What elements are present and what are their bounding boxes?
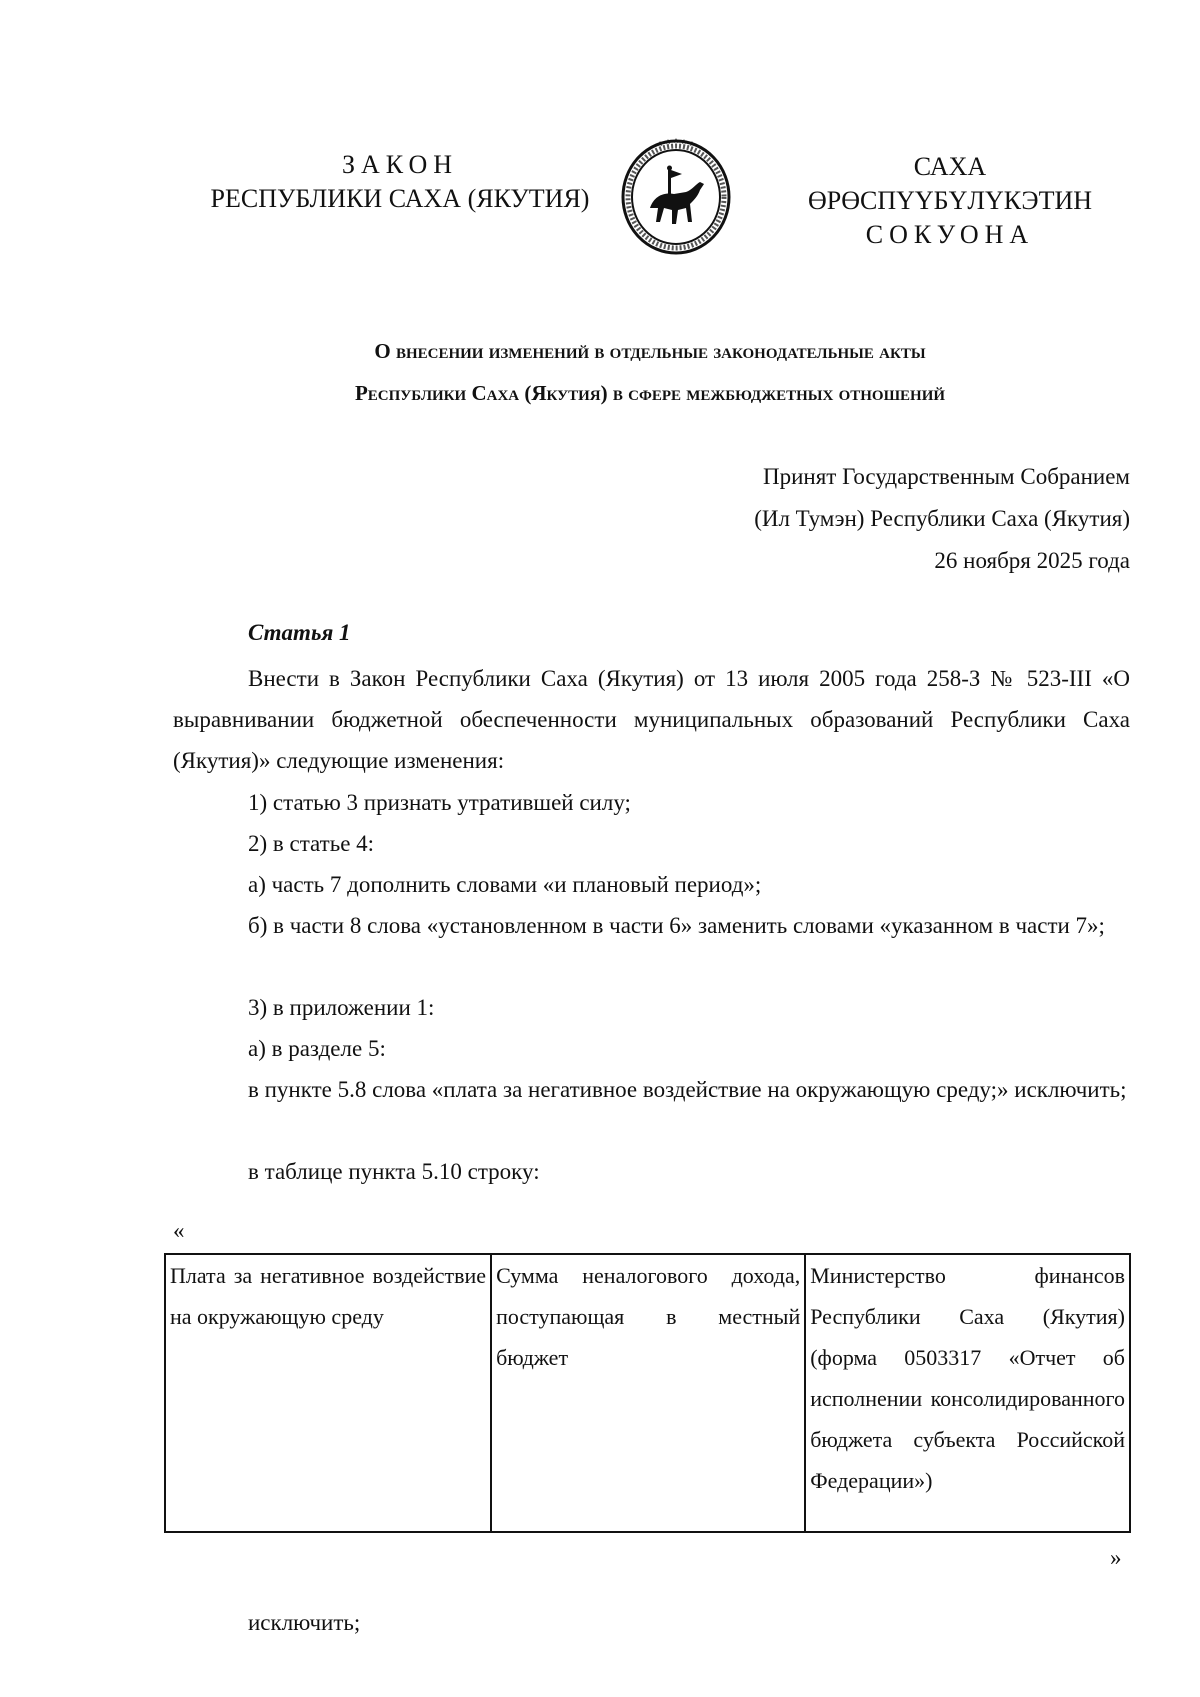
list-item: в таблице пункта 5.10 строку: [248, 1159, 540, 1184]
adoption-note [754, 456, 1130, 582]
law-title-line1: О внесении изменений в отдельные законодательные акты [374, 339, 926, 363]
header-left-line1: ЗАКОН [341, 150, 459, 179]
header-right-line2: СОКУОНА [865, 220, 1035, 249]
article-intro: Внести в Закон Республики Саха (Якутия) от 13 июля 2005 года 258-З № 523-III «О выравнивании бюджетной обеспеченности муниципальных образований Республики Саха (Якутия)» следующие изменения: [173, 666, 1130, 773]
quote-open-mark: « [173, 1218, 185, 1243]
law-title [150, 330, 1150, 414]
table-cell-income: Сумма неналогового дохода, поступающая в местный бюджет [491, 1254, 805, 1532]
exclude-text: исключить; [248, 1610, 361, 1635]
header-left-line2: РЕСПУБЛИКИ САХА (ЯКУТИЯ) [210, 184, 590, 213]
list-item: а) часть 7 дополнить словами «и плановый период»; [248, 872, 762, 897]
quote-close-mark: » [1110, 1545, 1122, 1570]
table-cell-payment: Плата за негативное воздействие на окружающую среду [165, 1254, 491, 1532]
list-item: 1) статью 3 признать утратившей силу; [248, 790, 631, 815]
article-heading: Статья 1 [248, 620, 351, 645]
table-cell-ministry: Министерство финансов Республики Саха (Якутия) (форма 0503317 «Отчет об исполнении консолидированного бюджета субъекта Российской Федерации») [805, 1254, 1130, 1532]
list-item: а) в разделе 5: [248, 1036, 386, 1061]
header-right-line1: САХА ӨРӨСПҮҮБҮЛҮКЭТИН [807, 152, 1093, 215]
list-item: 2) в статье 4: [248, 831, 375, 856]
adoption-line1: Принят Государственным Собранием [762, 464, 1130, 489]
adoption-date: 26 ноября 2025 года [934, 548, 1130, 573]
table-row [165, 1254, 1130, 1532]
sakha-coat-of-arms-icon [620, 138, 732, 256]
list-item: в пункте 5.8 слова «плата за негативное воздействие на окружающую среду;» исключить; [248, 1077, 1127, 1102]
list-item: 3) в приложении 1: [248, 995, 435, 1020]
adoption-line2: (Ил Тумэн) Республики Саха (Якутия) [754, 506, 1130, 531]
replacement-table [164, 1253, 1131, 1533]
header-left [210, 148, 590, 216]
header-right [770, 150, 1130, 252]
list-item: б) в части 8 слова «установленном в части 6» заменить словами «указанном в части 7»; [248, 913, 1105, 938]
law-title-line2: Республики Саха (Якутия) в сфере межбюджетных отношений [354, 381, 946, 405]
